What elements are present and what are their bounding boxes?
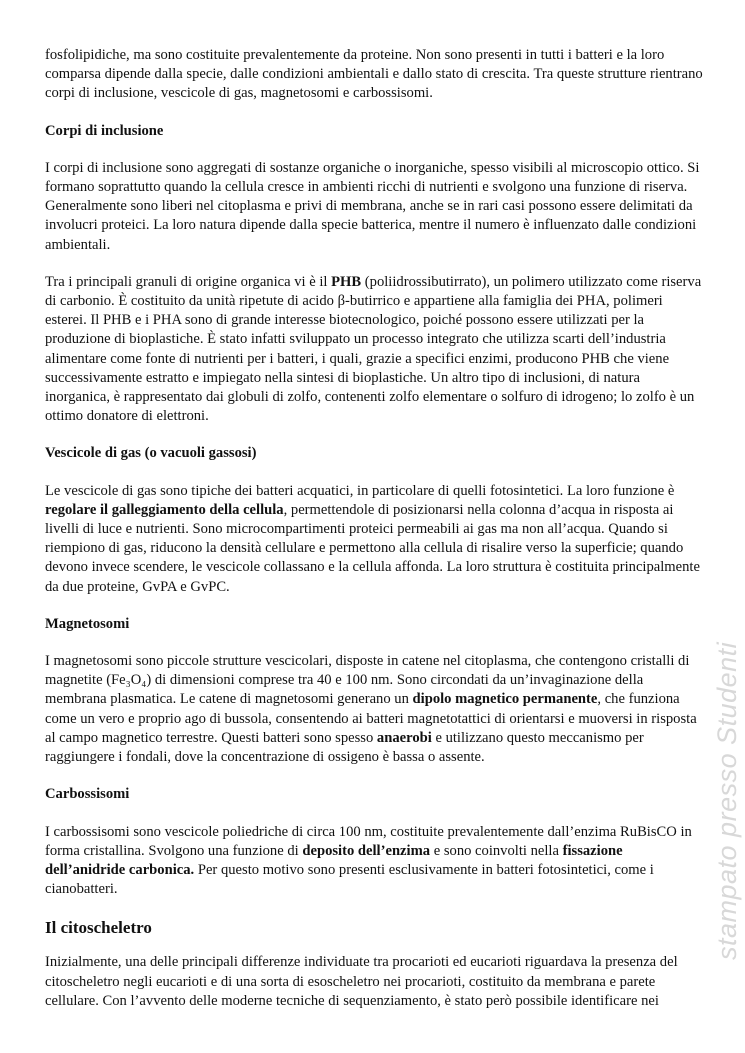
- watermark: stampato presso Studenti: [712, 641, 742, 960]
- paragraph-vescicole: [45, 482, 705, 597]
- paragraph-magnetosomi: [45, 652, 705, 767]
- text: (poliidrossibutirrato), un polimero utilizzato come riserva di carbonio. È costituito da unità ripetute di acido β-butirrico e appartiene alla famiglia dei PHA, polimeri esterei. Il PHB e i PHA sono di grande interesse biotecnologico, poiché possono essere utilizzati per la produzione di bioplastiche. È stato infatti sviluppato un processo integrato che utilizza scarti dell’industria alimentare come fonte di nutrienti per i batteri, i quali, grazie a specifici enzimi, producono PHB che viene successivamente estratto e impiegato nella sintesi di bioplastiche. Un altro tipo di inclusioni, di natura inorganica, è rappresentato dai globuli di zolfo, contenenti zolfo elementare o solfuro di idrogeno; lo zolfo è un ottimo donatore di elettroni.: [45, 273, 702, 425]
- text: I carbossisomi sono vescicole poliedriche di circa 100 nm, costituite prevalentemente dall’enzima RuBisCO in forma cristallina. Svolgono una funzione di: [45, 823, 692, 859]
- heading-vescicole-gas: Vescicole di gas (o vacuoli gassosi): [45, 445, 257, 462]
- paragraph-inclusione-1: I corpi di inclusione sono aggregati di sostanze organiche o inorganiche, spesso visibili al microscopio ottico. Si formano soprattutto quando la cellula cresce in ambienti ricchi di nutrienti e svolgono una funzione di riserva. Generalmente sono liberi nel citoplasma e privi di membrana, anche se in rari casi possono essere delimitati da involucri proteici. La loro natura dipende dalla specie batterica, mentre il numero è influenzato dalle condizioni ambientali.: [45, 159, 700, 253]
- text: Tra i principali granuli di origine organica vi è il: [45, 273, 332, 290]
- paragraph-carbossisomi: [45, 823, 705, 900]
- text: , permettendole di posizionarsi nella colonna d’acqua in risposta ai livelli di luce e nutrienti. Sono microcompartimenti proteici permeabili ai gas ma non all’acqua. Quando si riempiono di gas, riducono la densità cellulare e permettono alla cellula di risalire verso la superficie; quando devono invece scendere, le vescicole collassano e la cellula affonda. La loro struttura è costituita principalmente da due proteine, GvPA e GvPC.: [45, 501, 700, 595]
- bold-text: dipolo magnetico permanente: [412, 691, 598, 708]
- paragraph-citoscheletro: Inizialmente, una delle principali differenze individuate tra procarioti ed eucarioti riguardava la presenza del citoscheletro negli eucarioti e di una sorta di esoscheletro nei procarioti, costituito da membrana e parete cellulare. Con l’avvento delle moderne tecniche di sequenziamento, è stato però possibile identificare nei: [45, 954, 678, 1009]
- heading-corpi-inclusione: Corpi di inclusione: [45, 122, 164, 139]
- intro-paragraph: fosfolipidiche, ma sono costituite prevalentemente da proteine. Non sono presenti in tutti i batteri e la loro comparsa dipende dalla specie, dalle condizioni ambientali e dallo stato di crescita. Tra queste strutture rientrano corpi di inclusione, vescicole di gas, magnetosomi e carbossisomi.: [45, 47, 703, 102]
- heading-carbossisomi: Carbossisomi: [45, 786, 130, 803]
- heading-citoscheletro: Il citoscheletro: [45, 918, 152, 938]
- text: Le vescicole di gas sono tipiche dei batteri acquatici, in particolare di quelli fotosintetici. La loro funzione è: [45, 482, 675, 499]
- text: e sono coinvolti nella: [430, 842, 563, 859]
- document-page: [45, 46, 705, 1029]
- text: I magnetosomi sono piccole strutture vescicolari, disposte in catene nel citoplasma, che contengono cristalli di magnetite (Fe₃O₄) di dimensioni comprese tra 40 e 100 nm. Sono circondati da un’invaginazione della membrana plasmatica. Le catene di magnetosomi generano un: [45, 653, 690, 708]
- bold-text: anaerobi: [376, 729, 432, 746]
- text: , che funziona come un vero e proprio ago di bussola, consentendo ai batteri magnetotattici di orientarsi e muoversi in risposta al campo magnetico terrestre. Questi batteri sono spesso: [45, 691, 697, 746]
- bold-text: deposito dell’enzima: [302, 842, 431, 859]
- heading-magnetosomi: Magnetosomi: [45, 615, 130, 632]
- bold-text: regolare il galleggiamento della cellula: [45, 501, 284, 518]
- paragraph-inclusione-2: [45, 273, 705, 427]
- text: Per questo motivo sono presenti esclusivamente in batteri fotosintetici, come i cianobatteri.: [45, 861, 654, 898]
- bold-text: PHB: [331, 273, 362, 290]
- bold-text: fissazione dell’anidride carbonica.: [45, 842, 623, 878]
- text: e utilizzano questo meccanismo per raggiungere i fondali, dove la concentrazione di ossigeno è bassa o assente.: [45, 729, 644, 766]
